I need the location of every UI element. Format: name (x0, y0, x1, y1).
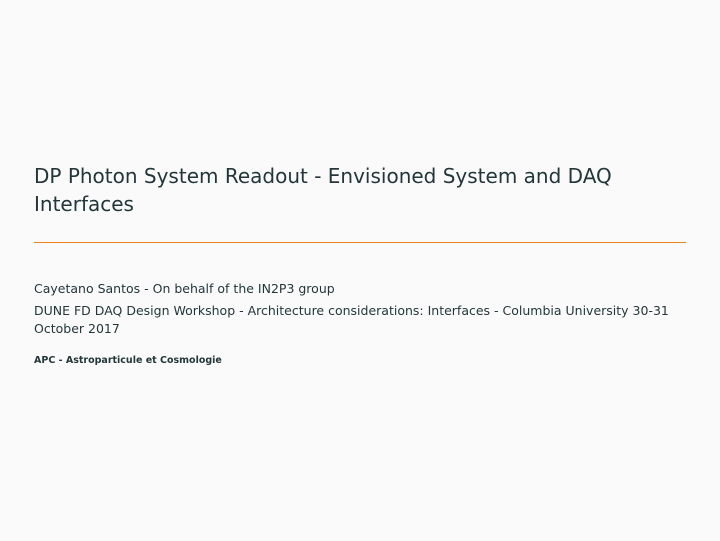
event-line: DUNE FD DAQ Design Workshop - Architecture considerations: Interfaces - Columbia University 30-31 October 2017 (34, 303, 669, 336)
slide-title: DP Photon System Readout - Envisioned System and DAQ Interfaces (34, 164, 612, 216)
author-line: Cayetano Santos - On behalf of the IN2P3 group (34, 281, 335, 296)
title-divider (34, 242, 686, 243)
institute-line: APC - Astroparticule et Cosmologie (34, 355, 222, 366)
